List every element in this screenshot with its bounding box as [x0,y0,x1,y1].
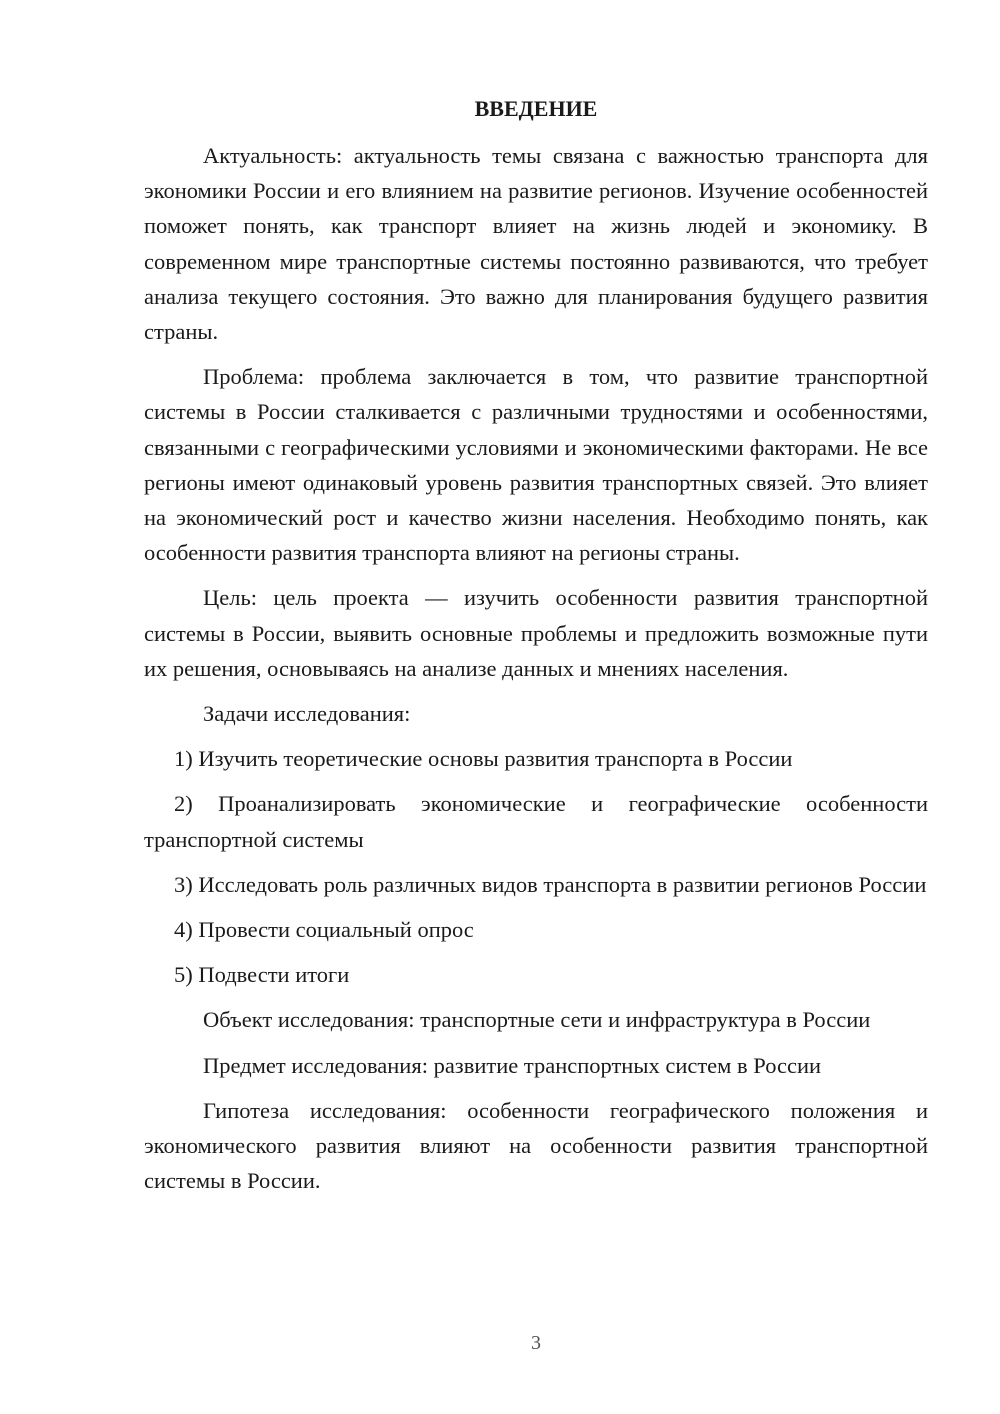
page-number: 3 [531,1332,541,1354]
task-item-5: 5) Подвести итоги [174,962,350,988]
task-item-4: 4) Провести социальный опрос [174,917,474,943]
page-content [144,92,928,1208]
paragraph-goal: Цель: цель проекта — изучить особенности развития транспортной системы в России, выявить основные проблемы и предложить возможные пути их решения, основываясь на анализе данных и мнениях населения. [144,585,928,681]
paragraph-object: Объект исследования: транспортные сети и инфраструктура в России [203,1007,871,1033]
tasks-heading: Задачи исследования: [203,701,411,727]
paragraph-hypothesis: Гипотеза исследования: особенности географического положения и экономического развития влияют на особенности развития транспортной системы в России. [144,1097,928,1194]
paragraph-relevance: Актуальность: актуальность темы связана с важностью транспорта для экономики России и его влиянием на развитие регионов. Изучение особенностей поможет понять, как транспорт влияет на жизнь людей и экономику. В современном мире транспортные системы постоянно развиваются, что требует анализа текущего состояния. Это важно для планирования будущего развития страны. [144,143,928,345]
section-title: ВВЕДЕНИЕ [474,96,598,121]
paragraph-subject: Предмет исследования: развитие транспортных систем в России [203,1052,822,1078]
task-item-3: 3) Исследовать роль различных видов транспорта в развитии регионов России [174,871,927,897]
task-item-1: 1) Изучить теоретические основы развития транспорта в России [174,746,793,772]
paragraph-problem: Проблема: проблема заключается в том, что развитие транспортной системы в России сталкивается с различными трудностями и особенностями, связанными с географическими условиями и экономическими факторами. Не все регионы имеют одинаковый уровень развития транспортных связей. Это влияет на экономический рост и качество жизни населения. Необходимо понять, как особенности развития транспорта влияют на регионы страны. [144,364,928,566]
task-item-2: 2) Проанализировать экономические и географические особенности транспортной системы [144,791,928,852]
